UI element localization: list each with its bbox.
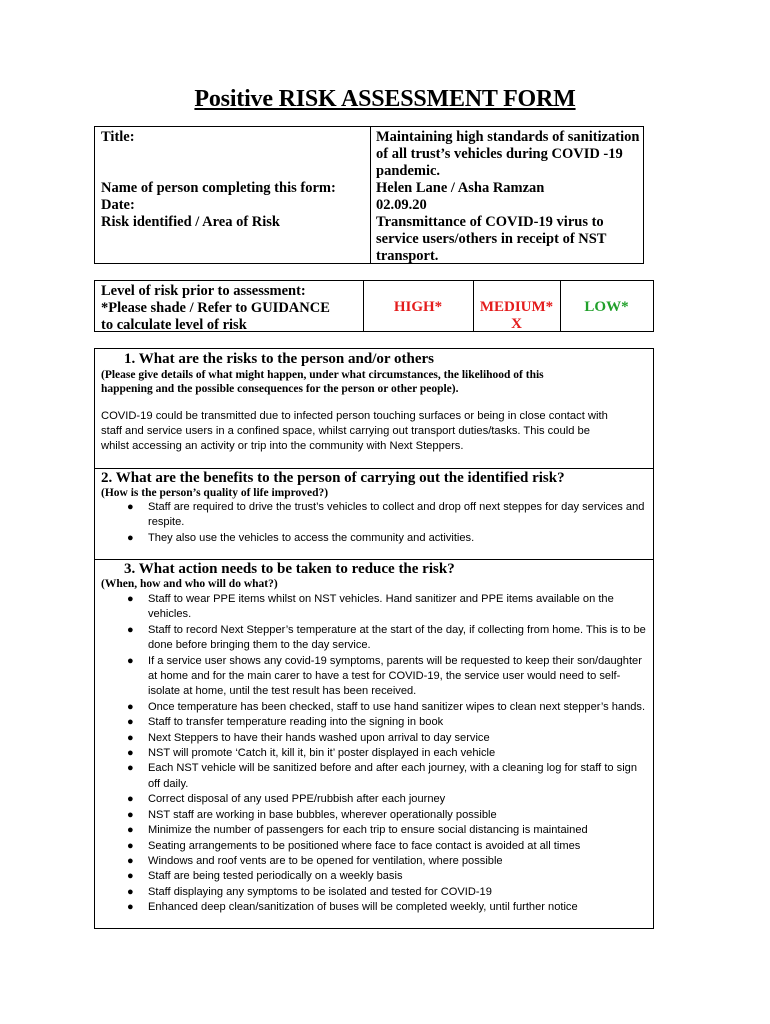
list-item: ● Once temperature has been checked, staff to use hand sanitizer wipes to clean next stepper’s hands.	[127, 700, 646, 713]
risk-level-prompt-line2: *Please shade / Refer to GUIDANCE	[101, 300, 330, 316]
list-item: ● Correct disposal of any used PPE/rubbish after each journey	[127, 793, 446, 806]
list-item: ● Each NST vehicle will be sanitized before and after each journey, with a cleaning log for staff to sign off daily.	[127, 762, 638, 790]
risk-high-option[interactable]: HIGH*	[393, 299, 443, 315]
risk-level-prompt-line1: Level of risk prior to assessment:	[101, 283, 306, 299]
date-value: 02.09.20	[376, 197, 427, 213]
list-item: ● Next Steppers to have their hands washed upon arrival to day service	[127, 731, 490, 744]
risk-medium-selected-mark: X	[511, 316, 522, 332]
name-label: Name of person completing this form:	[101, 180, 336, 196]
risk-value: Transmittance of COVID-19 virus to service users/others in receipt of NST transport.	[376, 214, 607, 264]
section3-heading: 3. What action needs to be taken to reduce the risk?	[124, 561, 455, 577]
list-item: ● Staff to wear PPE items whilst on NST vehicles. Hand sanitizer and PPE items available on the vehicles.	[127, 593, 614, 621]
title-value: Maintaining high standards of sanitization of all trust’s vehicles during COVID -19 pandemic.	[376, 129, 640, 179]
list-item: ● Windows and roof vents are to be opened for ventilation, where possible	[127, 854, 503, 867]
risk-level-table	[94, 280, 654, 332]
section2-subheading: (How is the person’s quality of life improved?)	[101, 487, 329, 499]
section1-subheading-line1: (Please give details of what might happen, under what circumstances, the likelihood of this	[101, 369, 544, 381]
list-item: ● Seating arrangements to be positioned where face to face contact is avoided at all times	[127, 839, 581, 852]
section2-heading: 2. What are the benefits to the person of carrying out the identified risk?	[101, 470, 565, 486]
risk-label: Risk identified / Area of Risk	[101, 214, 280, 230]
list-item: ● Staff displaying any symptoms to be isolated and tested for COVID-19	[127, 885, 492, 898]
risk-low-option[interactable]: LOW*	[584, 299, 629, 315]
list-item: ● Minimize the number of passengers for each trip to ensure social distancing is maintained	[127, 824, 588, 837]
section1-body-line1: COVID-19 could be transmitted due to infected person touching surfaces or being in close contact with	[101, 410, 608, 422]
section-risks	[94, 348, 654, 469]
list-item: ● Staff to transfer temperature reading into the signing in book	[127, 716, 444, 729]
list-item: ● If a service user shows any covid-19 symptoms, parents will be requested to keep their son/daughter at home and for the main carer to have a test for COVID-19, the service user would need to self-isolate at home, until the test result has been received.	[127, 654, 642, 698]
section3-list	[101, 592, 647, 916]
form-title: Positive RISK ASSESSMENT FORM	[194, 86, 576, 112]
details-table	[94, 126, 644, 264]
column-divider	[370, 127, 371, 263]
section2-list	[101, 500, 647, 546]
risk-level-prompt-line3: to calculate level of risk	[101, 317, 247, 333]
section1-body-line3: whilst accessing an activity or trip into the community with Next Steppers.	[101, 440, 464, 452]
title-label: Title:	[101, 129, 135, 145]
section-actions	[94, 559, 654, 929]
section3-subheading: (When, how and who will do what?)	[101, 578, 278, 590]
list-item: ● They also use the vehicles to access the community and activities.	[127, 531, 475, 544]
list-item: ● Enhanced deep clean/sanitization of buses will be completed weekly, until further notice	[127, 901, 578, 914]
list-item: ● NST staff are working in base bubbles, wherever operationally possible	[127, 808, 497, 821]
section1-body-line2: staff and service users in a confined space, whilst carrying out transport duties/tasks. This could be	[101, 425, 590, 437]
list-item: ● Staff are required to drive the trust’s vehicles to collect and drop off next steppes for day services and respite.	[127, 501, 645, 529]
list-item: ● Staff are being tested periodically on a weekly basis	[127, 870, 403, 883]
risk-medium-label: MEDIUM*	[479, 299, 554, 315]
list-item: ● Staff to record Next Stepper’s temperature at the start of the day, if collecting from home. This is to be done before bringing them to the day service.	[127, 623, 646, 652]
risk-medium-option[interactable]	[473, 299, 560, 333]
name-value: Helen Lane / Asha Ramzan	[376, 180, 545, 196]
section-benefits	[94, 468, 654, 560]
risk-level-prompt	[101, 283, 361, 334]
section1-subheading-line2: happening and the possible consequences for the person or other people).	[101, 383, 459, 395]
section1-heading: 1. What are the risks to the person and/or others	[124, 351, 435, 367]
list-item: ● NST will promote ‘Catch it, kill it, bin it’ poster displayed in each vehicle	[127, 747, 496, 760]
date-label: Date:	[101, 197, 135, 213]
